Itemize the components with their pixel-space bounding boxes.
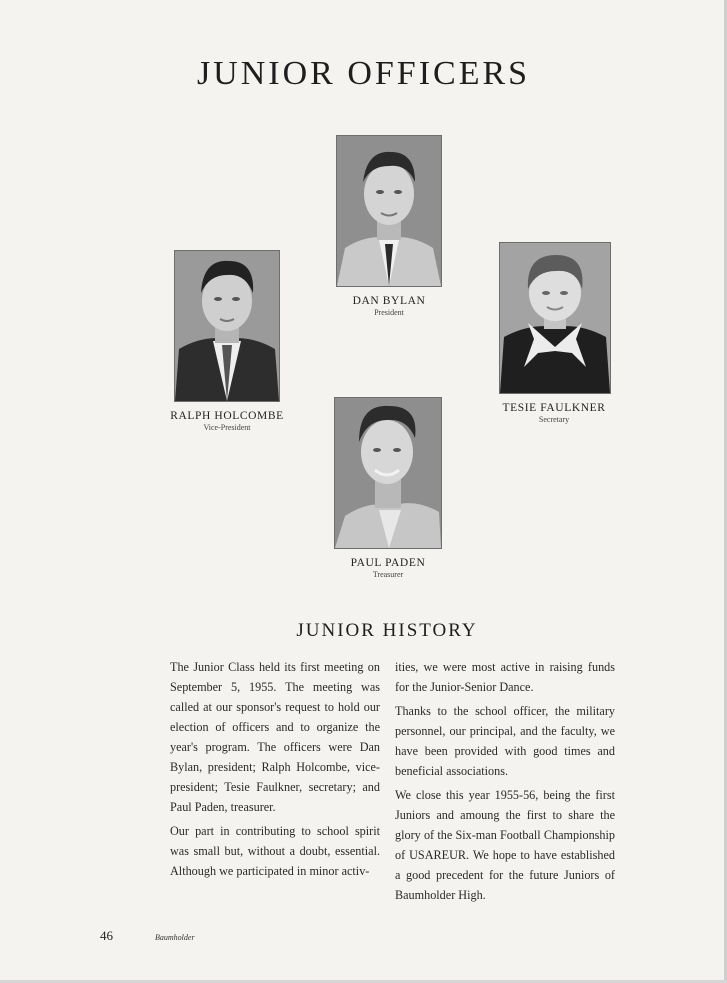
officer-role: Secretary — [538, 415, 570, 424]
history-paragraph: Our part in contributing to school spirit was small but, without a doubt, essential. Although we participated in minor activ- — [170, 824, 380, 878]
section-title: JUNIOR HISTORY — [296, 620, 478, 641]
history-column-left — [170, 657, 380, 885]
page-number: 46 — [100, 928, 113, 943]
officer-name: PAUL PADEN — [350, 557, 426, 569]
vice-president-photo — [174, 250, 280, 402]
officer-vice-president — [160, 250, 294, 432]
officer-name: DAN BYLAN — [352, 295, 426, 307]
officer-role: Treasurer — [372, 570, 404, 579]
book-name: Baumholder — [155, 933, 195, 942]
officer-secretary — [489, 242, 619, 424]
history-paragraph: We close this year 1955-56, being the first Juniors and amoung the first to share the glory of the Six-man Football Championship of USAREUR. We hope to have established a good precedent for the future Juniors of Baumholder High. — [395, 788, 615, 902]
president-photo — [336, 135, 442, 287]
treasurer-photo — [334, 397, 442, 549]
officer-role: President — [374, 308, 404, 317]
secretary-photo — [499, 242, 611, 394]
officer-treasurer — [333, 397, 443, 579]
history-column-right — [395, 657, 615, 909]
history-paragraph: ities, we were most active in raising funds for the Junior-Senior Dance. — [395, 660, 615, 694]
officer-name: TESIE FAULKNER — [502, 402, 606, 414]
page-title: JUNIOR OFFICERS — [196, 55, 531, 92]
officer-role: Vice-President — [203, 423, 251, 432]
officer-president — [336, 135, 442, 317]
history-paragraph: The Junior Class held its first meeting on September 5, 1955. The meeting was called at our sponsor's request to hold our election of officers and to organize the year's program. The officers were Dan Bylan, president; Ralph Holcombe, vice-president; Tesie Faulkner, secretary; and Paul Paden, treasurer. — [170, 660, 380, 814]
history-paragraph: Thanks to the school officer, the military personnel, our principal, and the faculty, we have been provided with good times and beneficial associations. — [395, 704, 615, 778]
officer-name: RALPH HOLCOMBE — [170, 410, 284, 422]
